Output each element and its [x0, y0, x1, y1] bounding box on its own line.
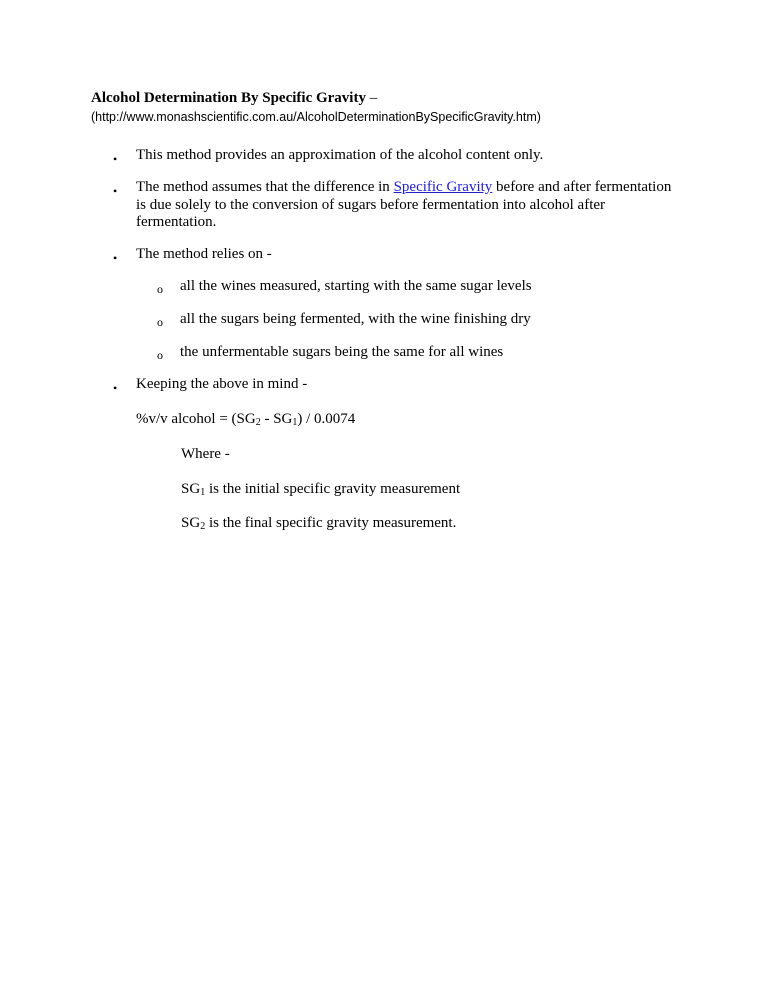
- bullet-marker: •: [113, 184, 118, 198]
- sub-bullet-marker: o: [157, 282, 163, 296]
- title-dash: –: [365, 90, 378, 106]
- sub-list-item-2: all the sugars being fermented, with the wine finishing dry: [180, 311, 531, 327]
- sg2-prefix: SG: [181, 515, 201, 531]
- list-item-1: This method provides an approximation of the alcohol content only.: [136, 147, 544, 163]
- sub-list-item-1: all the wines measured, starting with the same sugar levels: [180, 278, 532, 294]
- formula-middle: - SG: [260, 411, 293, 427]
- bullet-marker: •: [113, 381, 118, 395]
- list-item-2: [136, 179, 681, 232]
- specific-gravity-link[interactable]: Specific Gravity: [393, 179, 493, 195]
- title-text: Alcohol Determination By Specific Gravity: [91, 90, 366, 106]
- sub-list-item-3: the unfermentable sugars being the same for all wines: [180, 344, 504, 360]
- formula-subscript-1: 1: [292, 417, 298, 428]
- list-item-2-text-start: The method assumes that the difference in: [136, 179, 394, 195]
- sub-bullet-marker: o: [157, 315, 163, 329]
- sg1-subscript: 1: [200, 487, 206, 498]
- bullet-marker: •: [113, 251, 118, 265]
- sg1-definition: [181, 481, 460, 498]
- formula-suffix: ) / 0.0074: [297, 411, 356, 427]
- document-title: [91, 90, 377, 107]
- source-url: (http://www.monashscientific.com.au/AlcoholDeterminationBySpecificGravity.htm): [91, 110, 541, 124]
- formula-subscript-2: 2: [255, 417, 261, 428]
- bullet-marker: •: [113, 152, 118, 166]
- where-label: Where -: [181, 446, 230, 462]
- formula-prefix: %v/v alcohol = (SG: [136, 411, 256, 427]
- sg2-definition: [181, 515, 456, 532]
- alcohol-formula: [136, 411, 355, 428]
- sg2-subscript: 2: [200, 521, 206, 532]
- sg2-text: is the final specific gravity measurement.: [205, 515, 457, 531]
- sg1-text: is the initial specific gravity measurement: [205, 481, 461, 497]
- list-item-4: Keeping the above in mind -: [136, 376, 308, 392]
- list-item-3: The method relies on -: [136, 246, 272, 262]
- sg1-prefix: SG: [181, 481, 201, 497]
- sub-bullet-marker: o: [157, 348, 163, 362]
- list-item-2-text-end: before and after fermentation is due solely to the conversion of sugars before fermentation into alcohol after fermentation.: [136, 179, 672, 230]
